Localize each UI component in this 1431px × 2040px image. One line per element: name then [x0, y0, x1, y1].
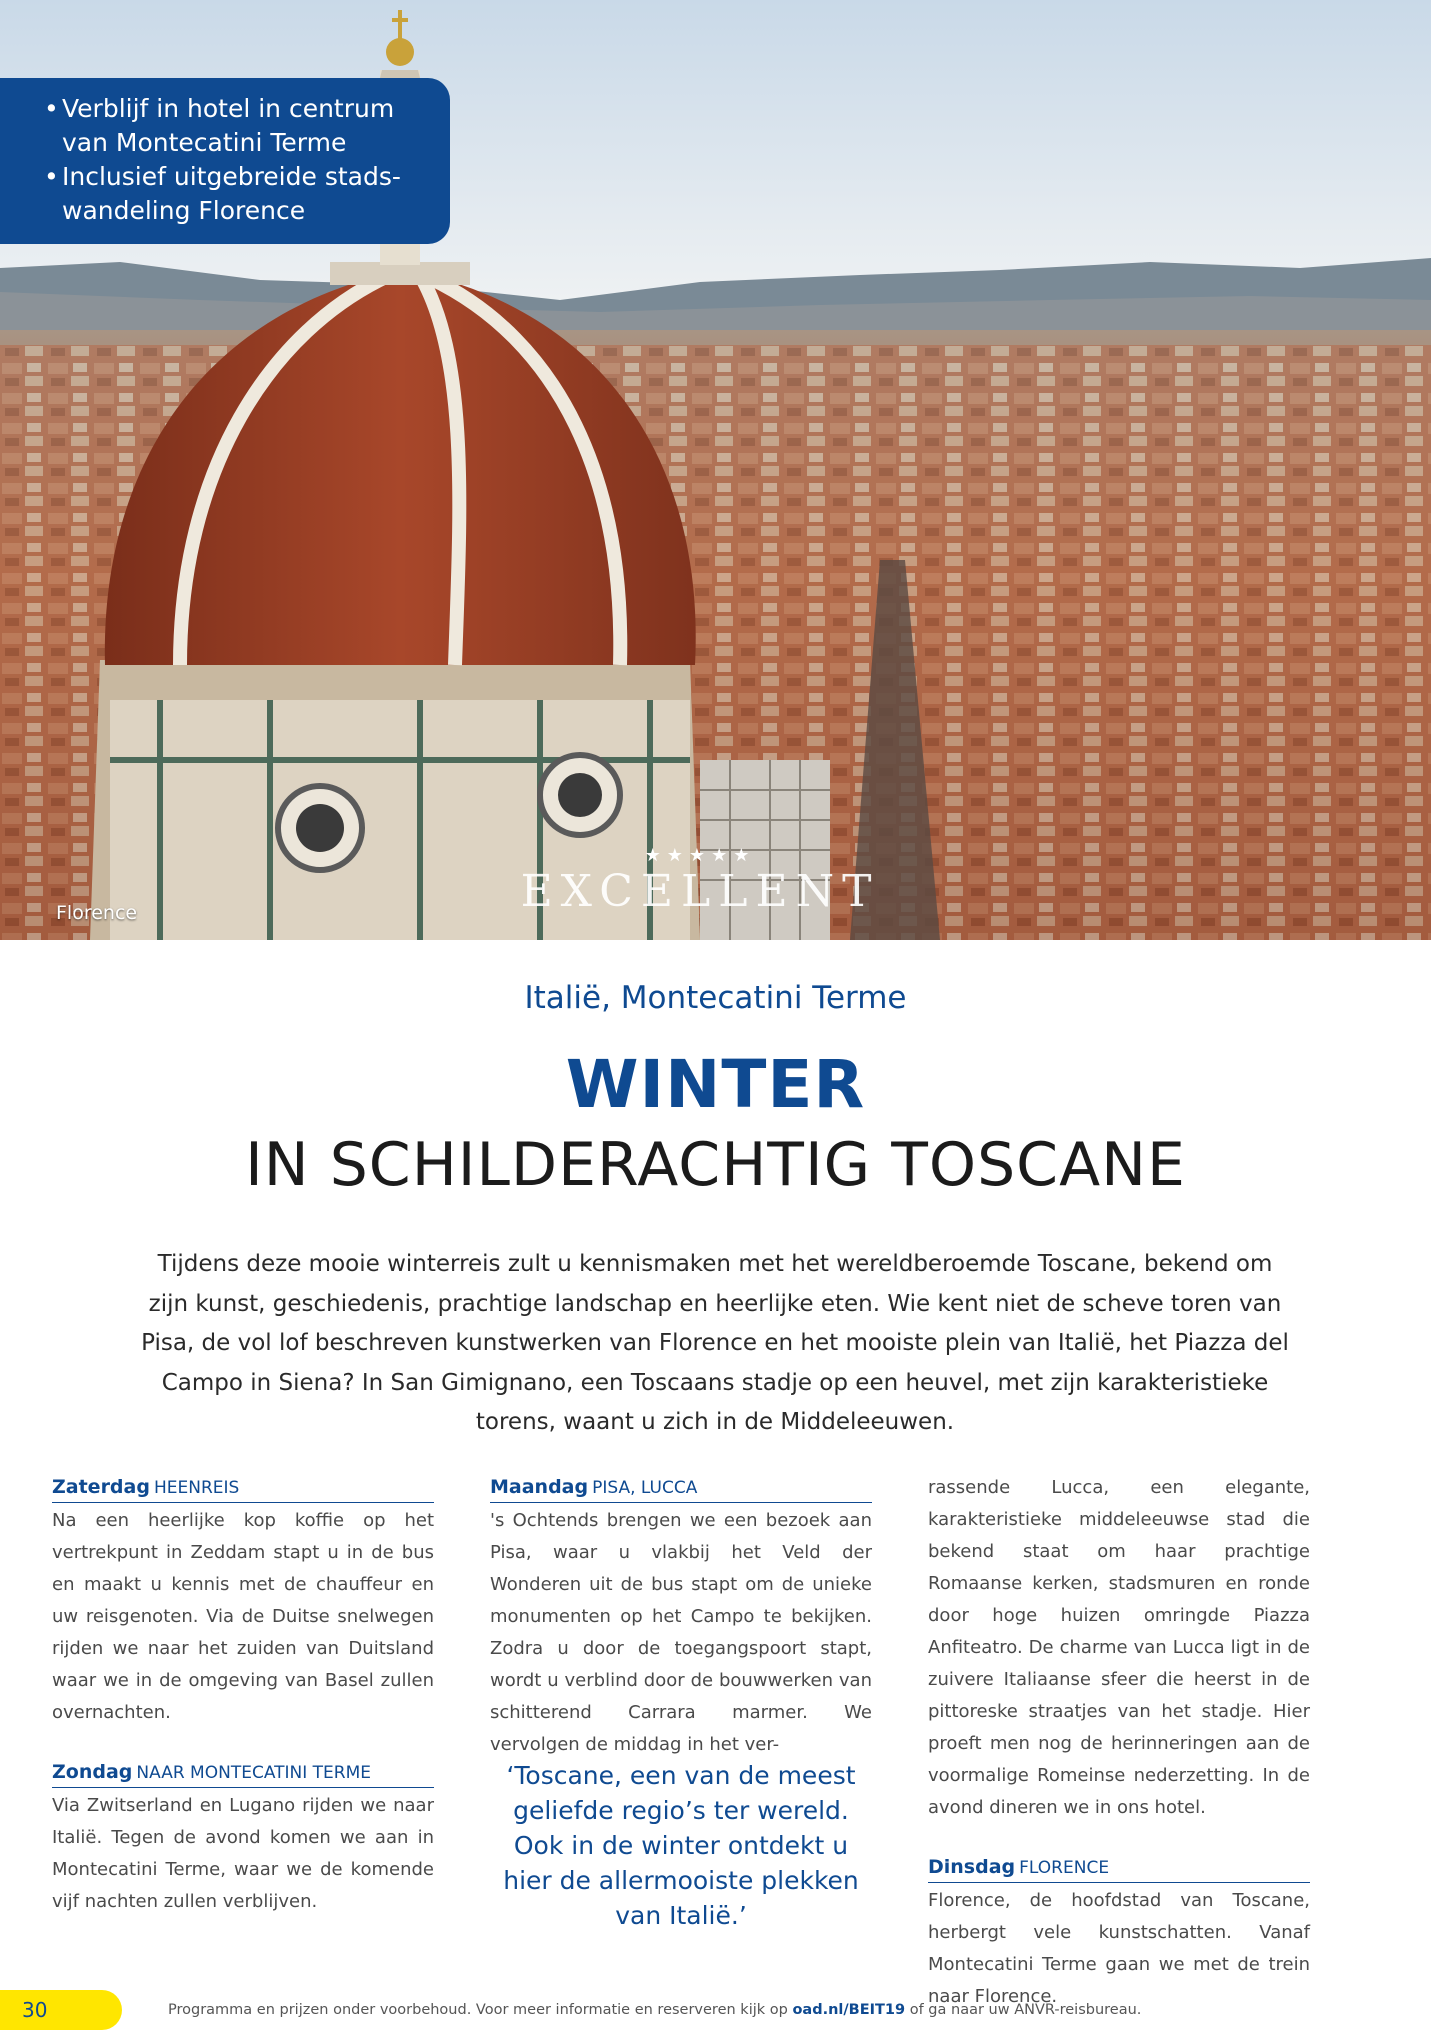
- destination-subtitle: Italië, Montecatini Terme: [524, 980, 907, 1016]
- itinerary-column-2: [490, 1472, 872, 1761]
- excellent-logo-text: EXCELLENT: [520, 866, 880, 917]
- highlight-item: • Verblijf in hotel in centrum van Montecatini Terme: [44, 92, 430, 160]
- footer-note: [168, 1999, 1141, 2021]
- day-name: Zaterdag: [52, 1476, 150, 1498]
- day-text-continuation: rassende Lucca, een elegante, karakteristieke middeleeuwse stad die bekend staat om haar prachtige Romaanse kerken, stadsmuren en ronde door hoge huizen omringde Piazza Anfiteatro. De charme van Lucca ligt in de zuivere Italiaanse sfeer die heerst in de pittoreske straatjes van het stadje. Hier proeft men nog de herinneringen aan de voormalige Romeinse nederzetting. In de avond dineren we in ons hotel.: [928, 1477, 1310, 1818]
- day-heading: [928, 1852, 1310, 1883]
- intro-paragraph: Tijdens deze mooie winterreis zult u kennismaken met het wereldberoemde Toscane, bekend om zijn kunst, geschiedenis, prachtige landschap en heerlijke eten. Wie kent niet de scheve toren van Pisa, de vol lof beschreven kunstwerken van Florence en het mooiste plein van Italië, het Piazza del Campo in Siena? In San Gimignano, een Toscaans stadje op een heuvel, met zijn karakteristieke torens, waant u zich in de Middeleeuwen.: [141, 1251, 1289, 1435]
- page-title: WINTER: [565, 1046, 866, 1123]
- day-route: HEENREIS: [153, 1478, 240, 1498]
- day-text: 's Ochtends brengen we een bezoek aan Pisa, waar u vlakbij het Veld der Wonderen uit de bus stapt om de unieke monumenten op het Campo te bekijken. Zodra u door de toegangspoort stapt, wordt u verblind door de bouwwerken van schitterend Carrara marmer. We vervolgen de middag in het ver-: [490, 1510, 872, 1755]
- day-heading: [52, 1757, 434, 1788]
- rating-stars: ★★★★★: [644, 845, 756, 866]
- itinerary-column-1: [52, 1472, 434, 1918]
- page-number: 30: [0, 1990, 122, 2030]
- day-name: Zondag: [52, 1761, 133, 1783]
- day-route: PISA, LUCCA: [592, 1478, 698, 1498]
- footer-text: of ga naar uw ANVR-reisbureau.: [905, 2002, 1142, 2018]
- day-name: Dinsdag: [928, 1856, 1016, 1878]
- excellent-logo: [510, 845, 890, 917]
- day-text: Via Zwitserland en Lugano rijden we naar Italië. Tegen de avond komen we aan in Montecatini Terme, waar we de komende vijf nachten zullen verblijven.: [52, 1795, 434, 1912]
- day-text: Florence, de hoofdstad van Toscane, herbergt vele kunstschatten. Vanaf Montecatini Terme gaan we met de trein naar Florence.: [928, 1890, 1310, 2007]
- pull-quote: ‘Toscane, een van de meest geliefde regio’s ter wereld. Ook in de winter ontdekt u hier de allermooiste plekken van Italië.’: [503, 1761, 859, 1930]
- day-text: Na een heerlijke kop koffie op het vertrekpunt in Zeddam stapt u in de bus en maakt u kennis met de chauffeur en uw reisgenoten. Via de Duitse snelwegen rijden we naar het zuiden van Duitsland waar we in de omgeving van Basel zullen overnachten.: [52, 1510, 434, 1723]
- highlight-item: • Inclusief uitgebreide stads-wandeling Florence: [44, 160, 430, 228]
- day-heading: [490, 1472, 872, 1503]
- hero-photo: [0, 0, 1431, 940]
- footer-text: Programma en prijzen onder voorbehoud. Voor meer informatie en reserveren kijk op: [168, 2002, 793, 2018]
- day-heading: [52, 1472, 434, 1503]
- day-route: NAAR MONTECATINI TERME: [136, 1763, 372, 1783]
- day-route: FLORENCE: [1019, 1858, 1110, 1878]
- page-subtitle: IN SCHILDERACHTIG TOSCANE: [245, 1130, 1186, 1200]
- photo-caption: Florence: [56, 902, 138, 924]
- highlights-box: [0, 78, 450, 244]
- day-name: Maandag: [490, 1476, 589, 1498]
- itinerary-column-3: [928, 1472, 1310, 2013]
- footer-link[interactable]: oad.nl/BEIT19: [792, 2002, 906, 2018]
